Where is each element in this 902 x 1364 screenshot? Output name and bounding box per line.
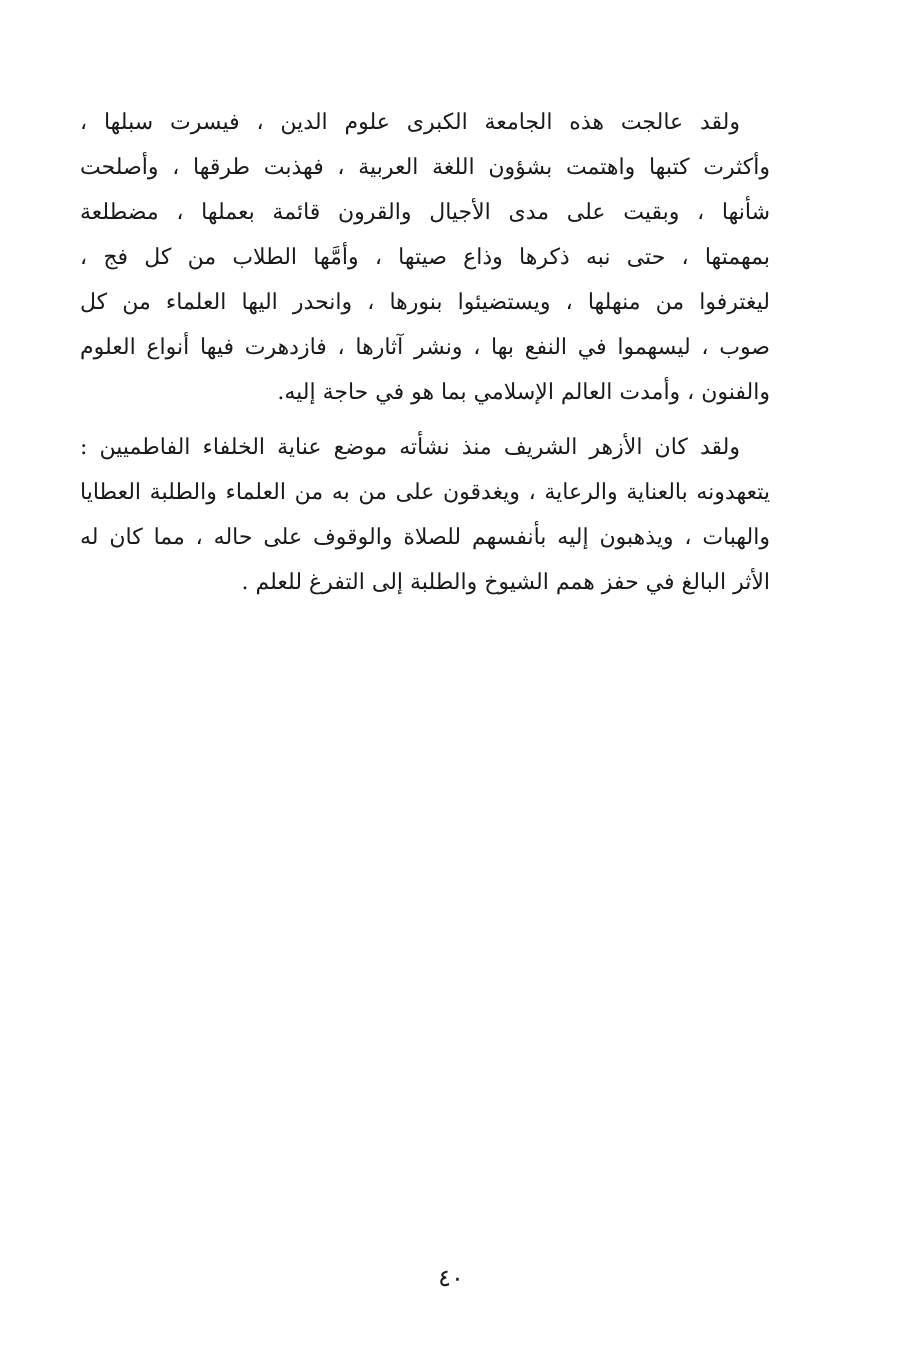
- text-line: والهبات ، ويذهبون إليه بأنفسهم للصلاة والوقوف على حاله ، مما كان له: [80, 525, 770, 550]
- body-text: [80, 100, 770, 605]
- text-line: ولقد عالجت هذه الجامعة الكبرى علوم الدين ، فيسرت سبلها ،: [80, 110, 740, 135]
- paragraph-1: [80, 100, 770, 415]
- text-line: شأنها ، وبقيت على مدى الأجيال والقرون قائمة بعملها ، مضطلعة: [80, 200, 770, 225]
- text-line: بمهمتها ، حتى نبه ذكرها وذاع صيتها ، وأمَّها الطلاب من كل فج ،: [80, 245, 770, 270]
- paragraph-2: [80, 425, 770, 605]
- page-number: ٤٠: [438, 1264, 464, 1292]
- text-line: وأكثرت كتبها واهتمت بشؤون اللغة العربية ، فهذبت طرقها ، وأصلحت: [80, 155, 770, 180]
- text-line: الأثر البالغ في حفز همم الشيوخ والطلبة إلى التفرغ للعلم .: [241, 570, 770, 595]
- text-line: ولقد كان الأزهر الشريف منذ نشأته موضع عناية الخلفاء الفاطميين :: [80, 435, 740, 460]
- text-line: صوب ، ليسهموا في النفع بها ، ونشر آثارها ، فازدهرت فيها أنواع العلوم: [80, 335, 770, 360]
- text-line: ليغترفوا من منهلها ، ويستضيئوا بنورها ، وانحدر اليها العلماء من كل: [80, 290, 770, 315]
- text-line: يتعهدونه بالعناية والرعاية ، ويغدقون على من به من العلماء والطلبة العطايا: [80, 480, 770, 505]
- text-line: والفنون ، وأمدت العالم الإسلامي بما هو في حاجة إليه.: [277, 380, 770, 405]
